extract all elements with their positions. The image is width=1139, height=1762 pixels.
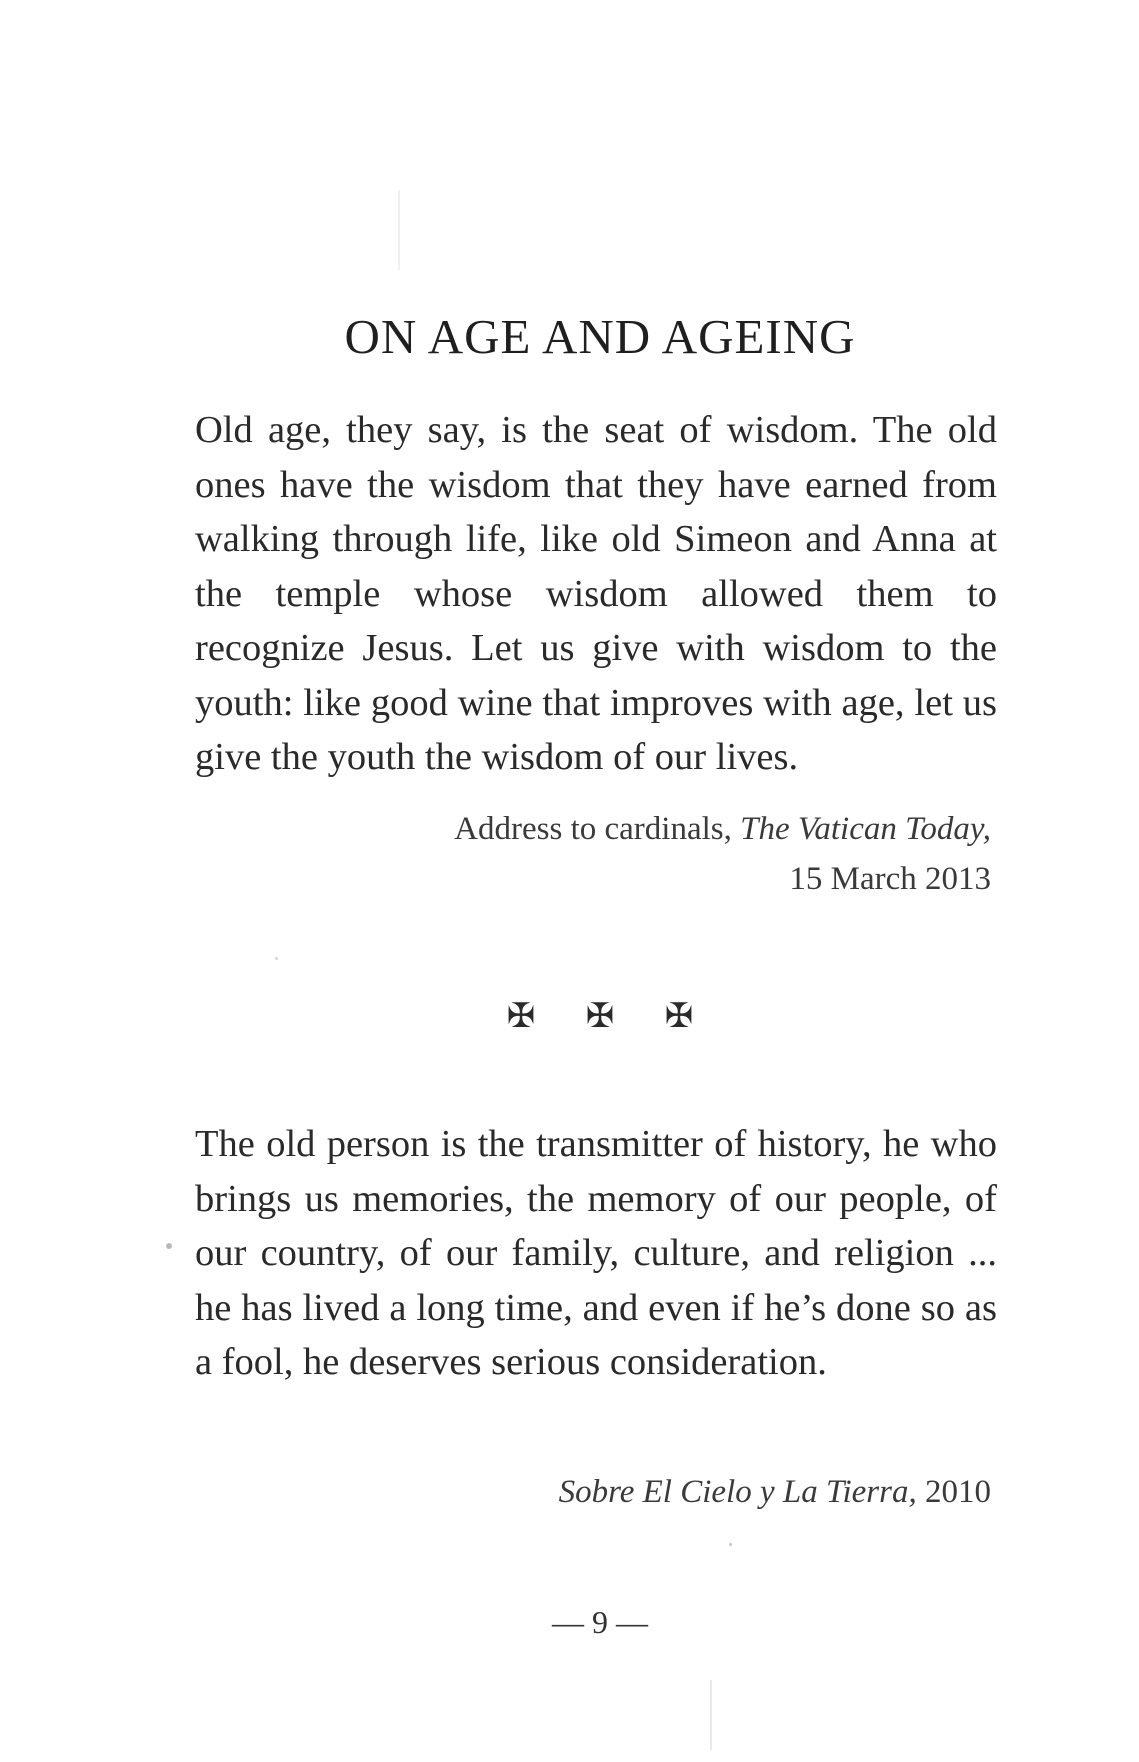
citation-1-prefix: Address to cardinals,: [454, 811, 732, 847]
page-title: ON AGE AND AGEING: [344, 309, 856, 364]
scan-speck: [275, 957, 278, 960]
citation-1-work: The Vatican Today,: [740, 811, 991, 847]
scan-speck: [398, 190, 400, 270]
quote-paragraph-2: The old person is the transmitter of history, he who brings us memories, the memory of our people, of our country, of our family, culture, and religion ... he has lived a long time, and even if he’s done so as a fool, he deserves serious consideration.: [195, 1123, 997, 1383]
scan-speck: [710, 1680, 712, 1750]
citation-2: [559, 1467, 991, 1517]
citation-2-year: 2010: [925, 1474, 991, 1510]
page-number: — 9 —: [552, 1604, 648, 1640]
citation-2-work: Sobre El Cielo y La Tierra,: [558, 1474, 917, 1510]
citation-1-date: 15 March 2013: [789, 861, 991, 897]
cross-pattee-icon: ✠: [506, 998, 536, 1035]
citation-1-line-1: [454, 804, 991, 854]
section-separator: [0, 996, 1139, 1036]
citation-1: [454, 804, 991, 904]
quote-paragraph-1: Old age, they say, is the seat of wisdom. The old ones have the wisdom that they have earned from walking through life, like old Simeon and Anna at the temple whose wisdom allowed them to recognize Jesus. Let us give with wisdom to the youth: like good wine that improves with age, let us give the youth the wisdom of our lives.: [195, 409, 997, 778]
cross-pattee-icon: ✠: [585, 998, 615, 1035]
cross-pattee-icon: ✠: [664, 998, 694, 1035]
scan-speck: [729, 1543, 732, 1546]
scan-speck: [166, 1243, 172, 1249]
